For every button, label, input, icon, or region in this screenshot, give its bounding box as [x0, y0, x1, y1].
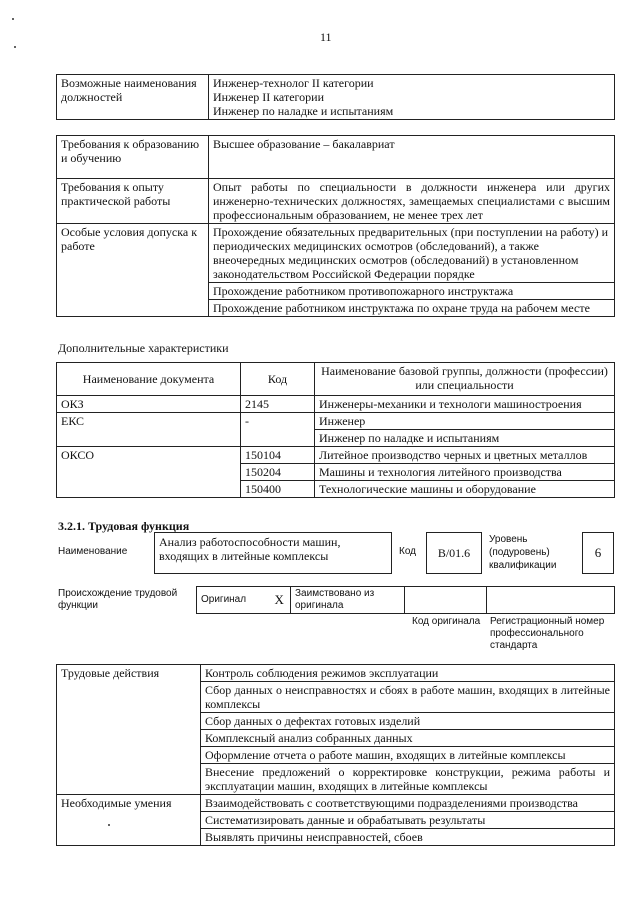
code-label: Код — [399, 546, 417, 557]
scan-speck — [12, 18, 14, 20]
name-eks-1: Инженер — [315, 413, 615, 430]
skill-item: Взаимодействовать с соответствующими подразделениями производства — [201, 795, 615, 812]
position-item: Инженер II категории — [213, 90, 324, 104]
function-name-box — [154, 532, 392, 574]
origin-code-caption: Код оригинала — [412, 616, 481, 627]
code-okso-3: 150400 — [241, 481, 315, 498]
additional-heading: Дополнительные характеристики — [58, 341, 229, 355]
action-item: Оформление отчета о работе машин, входящих в литейные комплексы — [201, 747, 615, 764]
origin-label: Происхождение трудовой функции — [58, 588, 178, 611]
name-eks-2: Инженер по наладке и испытаниям — [315, 430, 615, 447]
special-condition-item: Прохождение работником инструктажа по охране труда на рабочем месте — [209, 300, 615, 317]
special-condition-item: Прохождение обязательных предварительных (при поступлении на работу) и периодических медицинских осмотров (обследований), а также внеочередных медицинских осмотров (обследований) в установленном законодательством Российской Федерации порядке — [209, 224, 615, 283]
special-conditions-label: Особые условия допуска к работе — [57, 224, 209, 317]
action-item: Сбор данных о неисправностях и сбоях в работе машин, входящих в литейные комплексы — [201, 682, 615, 713]
header-code: Код — [241, 363, 315, 396]
code-okso-1: 150104 — [241, 447, 315, 464]
code-okz: 2145 — [241, 396, 315, 413]
positions-label: Возможные наименования должностей — [57, 75, 209, 120]
action-item: Внесение предложений о корректировке конструкции, режима работы и эксплуатации машин, входящих в литейные комплексы — [201, 764, 615, 795]
special-condition-item: Прохождение работником противопожарного инструктажа — [209, 283, 615, 300]
name-okso-1: Литейное производство черных и цветных металлов — [315, 447, 615, 464]
doc-okso: ОКСО — [57, 447, 241, 498]
position-item: Инженер по наладке и испытаниям — [213, 104, 394, 118]
doc-okz: ОКЗ — [57, 396, 241, 413]
action-item: Комплексный анализ собранных данных — [201, 730, 615, 747]
level-value: 6 — [594, 545, 602, 560]
level-label: Уровень (подуровень) квалификации — [489, 534, 557, 571]
education-label: Требования к образованию и обучению — [57, 136, 209, 179]
level-box — [582, 532, 614, 574]
code-okso-2: 150204 — [241, 464, 315, 481]
origin-table — [196, 586, 615, 614]
position-item: Инженер-технолог II категории — [213, 76, 374, 90]
code-box — [426, 532, 482, 574]
positions-values — [209, 75, 615, 120]
skill-item: Выявлять причины неисправностей, сбоев — [201, 829, 615, 846]
education-value: Высшее образование – бакалавриат — [209, 136, 615, 179]
header-doc: Наименование документа — [57, 363, 241, 396]
function-name-value: Анализ работоспособности машин, входящих в литейные комплексы — [159, 535, 341, 563]
skills-label: Необходимые умения — [57, 795, 201, 846]
reg-number-cell — [487, 587, 615, 614]
function-heading: 3.2.1. Трудовая функция — [58, 519, 190, 533]
original-label: Оригинал — [197, 587, 269, 614]
origin-code-cell — [405, 587, 487, 614]
name-okso-3: Технологические машины и оборудование — [315, 481, 615, 498]
name-okz: Инженеры-механики и технологи машиностроения — [315, 396, 615, 413]
scan-speck — [14, 46, 16, 48]
actions-table — [56, 664, 615, 846]
borrowed-label: Заимствовано из оригинала — [291, 587, 405, 614]
action-item: Сбор данных о дефектах готовых изделий — [201, 713, 615, 730]
header-name: Наименование базовой группы, должности (профессии) или специальности — [315, 363, 615, 396]
original-mark: X — [269, 587, 291, 614]
experience-label: Требования к опыту практической работы — [57, 179, 209, 224]
page-number: 11 — [320, 30, 332, 44]
code-value: B/01.6 — [437, 546, 471, 560]
positions-table — [56, 74, 615, 120]
skill-item: Систематизировать данные и обрабатывать результаты — [201, 812, 615, 829]
name-okso-2: Машины и технология литейного производства — [315, 464, 615, 481]
action-item: Контроль соблюдения режимов эксплуатации — [201, 665, 615, 682]
requirements-table — [56, 135, 615, 317]
experience-value: Опыт работы по специальности в должности инженера или других инженерно-технических должностях, замещаемых специалистами с высшим профессиональным образованием, не менее трех лет — [209, 179, 615, 224]
additional-table — [56, 362, 615, 498]
code-eks: - — [241, 413, 315, 447]
function-name-label: Наименование — [58, 546, 128, 557]
doc-eks: ЕКС — [57, 413, 241, 447]
reg-number-caption: Регистрационный номер профессионального стандарта — [490, 616, 605, 651]
actions-label: Трудовые действия — [57, 665, 201, 795]
